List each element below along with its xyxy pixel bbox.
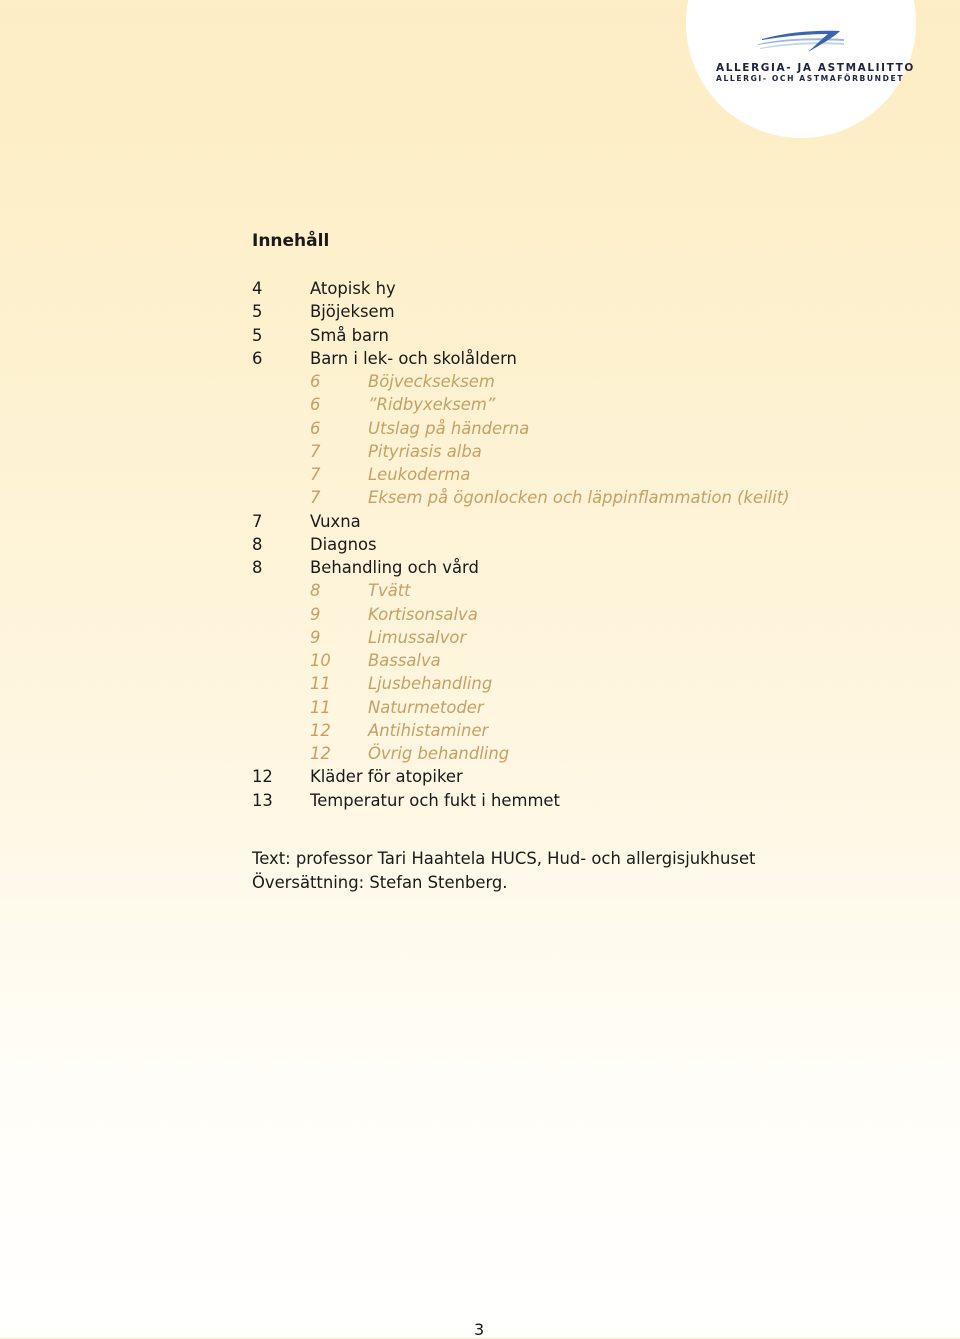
page-number: 3 — [474, 1320, 485, 1339]
toc-entry-label: Leukoderma — [368, 465, 471, 484]
toc-page-number: 5 — [252, 325, 263, 345]
toc-entry-label: Vuxna — [310, 511, 361, 531]
toc-page-number: 8 — [252, 558, 263, 577]
toc-page-number: 12 — [310, 720, 331, 740]
toc-page-number: 8 — [252, 534, 263, 554]
toc-entry-label: Atopisk hy — [310, 279, 396, 298]
toc-page-number: 7 — [252, 511, 263, 531]
toc-page-number: 8 — [310, 581, 321, 601]
credits — [252, 847, 755, 894]
toc-entry-label: Naturmetoder — [368, 697, 484, 717]
translator-line: Översättning: Stefan Stenberg. — [252, 872, 508, 892]
toc-entry-label: Böjveckseksem — [368, 372, 495, 391]
toc-page-number: 5 — [252, 302, 263, 322]
toc-entry-label: Bjöjeksem — [310, 302, 395, 322]
toc-page-number: 12 — [252, 767, 273, 787]
toc-page-number: 13 — [252, 790, 273, 810]
toc-page-number: 6 — [310, 395, 321, 415]
toc-entry-label: Ljusbehandling — [368, 674, 493, 694]
toc-page-number: 4 — [252, 279, 263, 298]
toc-entry-label: Barn i lek- och skolåldern — [310, 348, 517, 368]
toc-page-number: 7 — [310, 488, 321, 508]
toc-entry-label: Små barn — [310, 325, 389, 345]
toc-entry-label: Pityriasis alba — [368, 441, 482, 461]
toc-entry-label: Antihistaminer — [368, 720, 489, 740]
toc-page-number: 6 — [252, 348, 263, 368]
toc-entry-label: ”Ridbyxeksem” — [368, 395, 496, 415]
toc-page-number: 6 — [310, 372, 321, 391]
toc-page-number: 11 — [310, 697, 331, 717]
toc-entry-label: Övrig behandling — [368, 744, 510, 763]
toc-page-number: 6 — [310, 418, 321, 438]
toc-entry-label: Diagnos — [310, 534, 377, 554]
toc-page-number: 7 — [310, 441, 321, 461]
logo-text-swedish: ALLERGI- OCH ASTMAFÖRBUNDET — [716, 74, 905, 83]
toc-entry-label: Bassalva — [368, 651, 441, 670]
toc-entry-label: Kortisonsalva — [368, 604, 478, 624]
toc-page-number: 9 — [310, 604, 321, 624]
toc-entry-label: Behandling och vård — [310, 558, 479, 577]
toc-page-number: 10 — [310, 651, 331, 670]
toc-entry-label: Temperatur och fukt i hemmet — [310, 790, 560, 810]
toc-entry-label: Eksem på ögonlocken och läppinflammation (keilit) — [368, 488, 790, 508]
toc-entry-label: Tvätt — [368, 581, 411, 601]
toc-page-number: 11 — [310, 674, 331, 694]
toc-entry-label: Limussalvor — [368, 627, 467, 647]
toc-page-number: 7 — [310, 465, 321, 484]
author-line: Text: professor Tari Haahtela HUCS, Hud- och allergisjukhuset — [252, 849, 756, 868]
toc-page-number: 9 — [310, 627, 321, 647]
toc-page-number: 12 — [310, 744, 331, 763]
page-title: Innehåll — [252, 231, 330, 251]
toc-entry-label: Utslag på händerna — [368, 418, 530, 438]
toc-entry-label: Kläder för atopiker — [310, 767, 463, 787]
swoosh-logo-icon — [756, 28, 846, 60]
logo-text-finnish: ALLERGIA- JA ASTMALIITTO — [716, 62, 915, 74]
